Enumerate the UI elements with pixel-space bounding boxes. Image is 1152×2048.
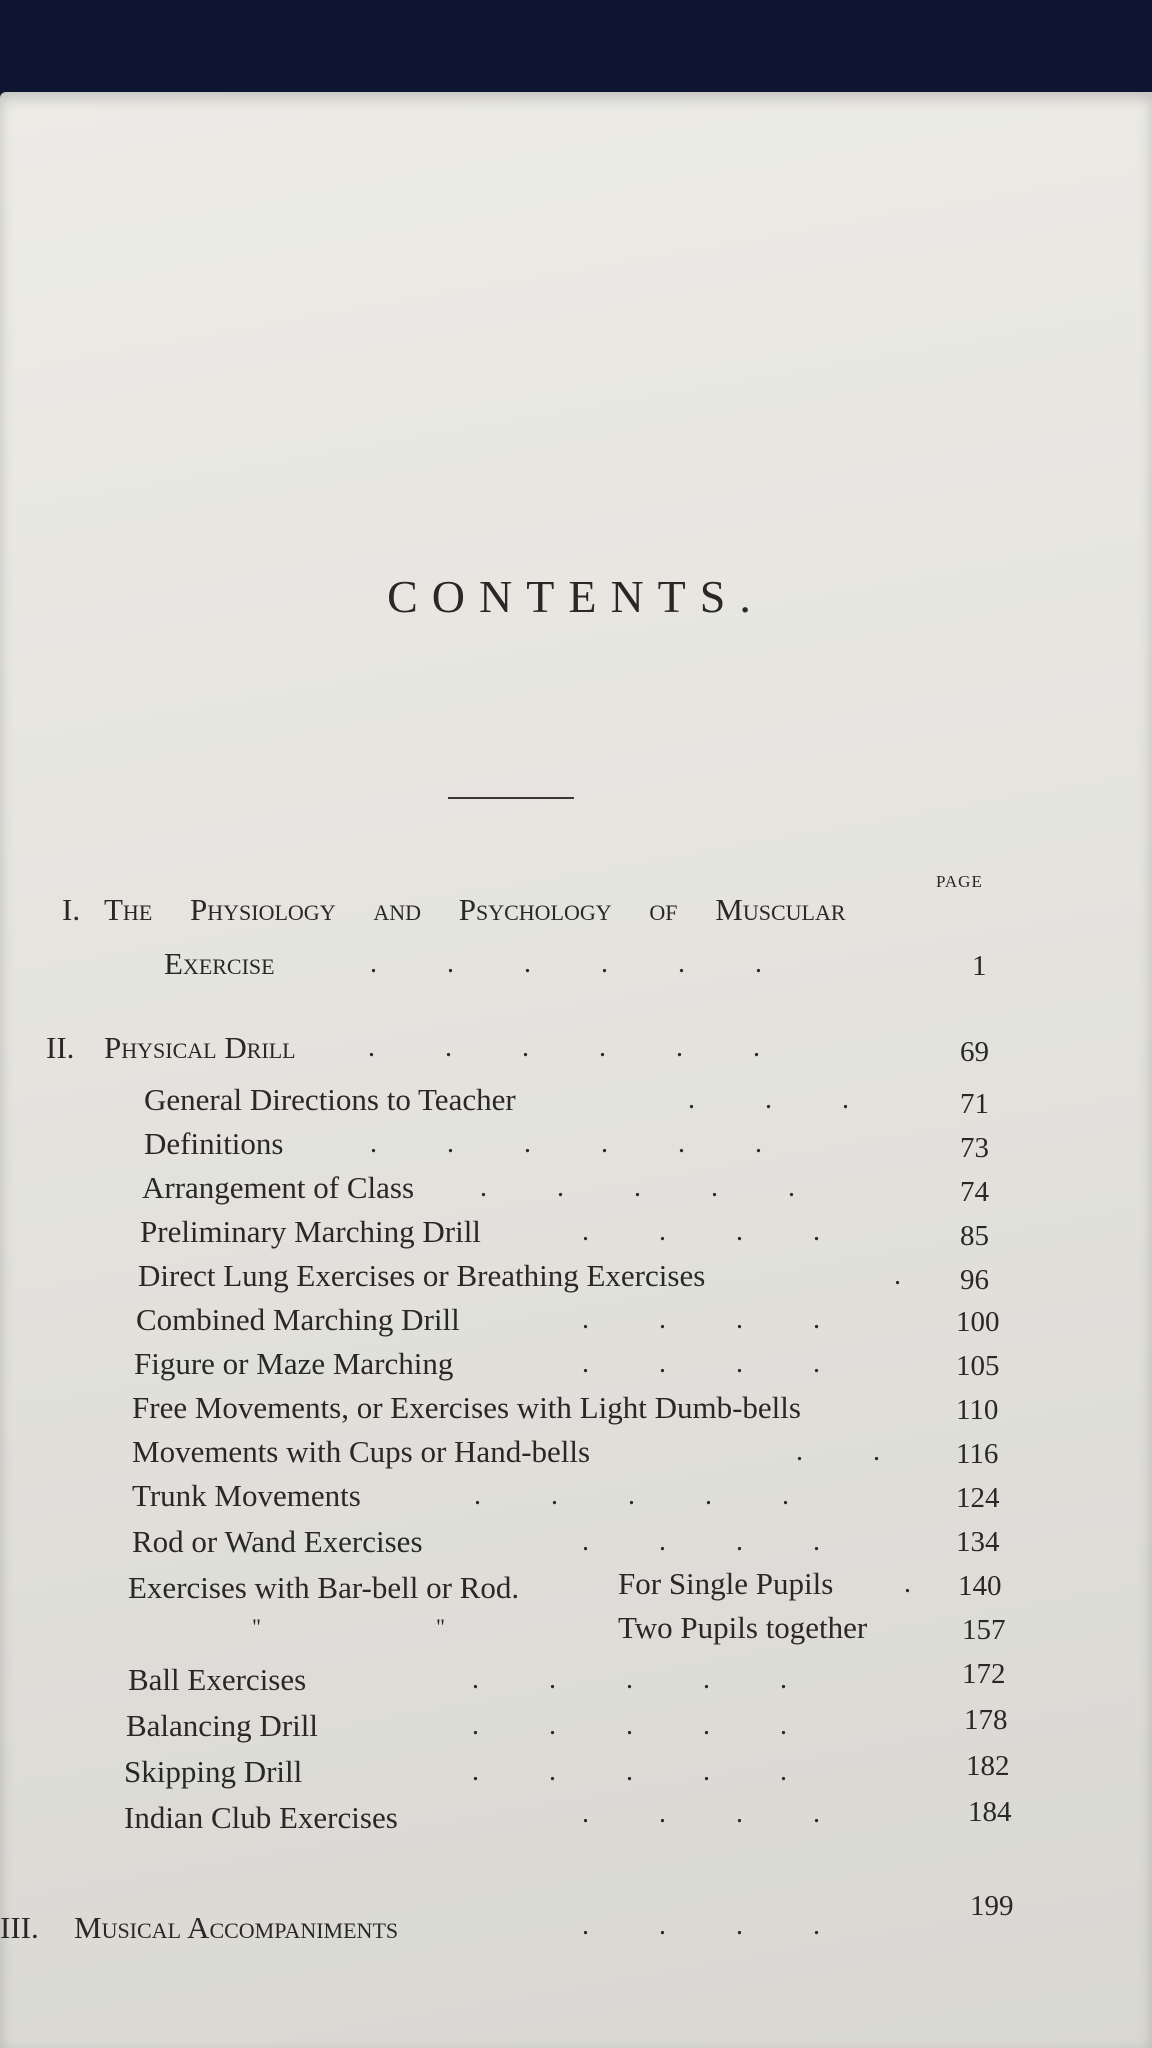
part-3-page: 199 — [970, 1890, 1014, 1922]
part-1-numeral: I. — [62, 892, 81, 927]
leader-dots: . — [894, 1260, 901, 1291]
section-title: Movements with Cups or Hand-bells — [132, 1434, 591, 1469]
leader-dots: . . . . . — [472, 1664, 787, 1695]
section-title: Balancing Drill — [126, 1708, 318, 1743]
section-subtitle: Two Pupils together — [618, 1610, 868, 1645]
section-page: 85 — [960, 1220, 989, 1252]
leader-dots: . . . . . — [472, 1710, 787, 1741]
section-title: Preliminary Marching Drill — [140, 1214, 481, 1249]
leader-dots: . . . . . . — [370, 1128, 762, 1159]
section-page: 105 — [956, 1350, 1000, 1382]
section-title: Ball Exercises — [128, 1662, 307, 1697]
leader-dots: . . . . — [582, 1526, 820, 1557]
section-title: Skipping Drill — [124, 1754, 303, 1789]
part-2-page: 69 — [960, 1036, 989, 1068]
leader-dots: . . . — [688, 1084, 849, 1115]
section-page: 157 — [962, 1614, 1006, 1646]
section-subtitle: For Single Pupils — [618, 1566, 834, 1601]
section-page: 184 — [968, 1796, 1012, 1828]
part-1-title-line1: The Physiology and Psychology of Muscular — [104, 892, 846, 927]
section-page: 172 — [962, 1658, 1006, 1690]
section-title: General Directions to Teacher — [144, 1082, 516, 1117]
ditto-mark: " — [436, 1614, 445, 1639]
section-page: 96 — [960, 1264, 989, 1296]
section-title: Direct Lung Exercises or Breathing Exercises — [138, 1258, 706, 1293]
section-page: 140 — [958, 1570, 1002, 1602]
section-title: Definitions — [144, 1126, 284, 1161]
leader-dots: . . . . . — [480, 1172, 795, 1203]
leader-dots: . . . . . — [472, 1756, 787, 1787]
section-title: Free Movements, or Exercises with Light Dumb-bells — [132, 1390, 801, 1425]
leader-dots: . . — [796, 1436, 880, 1467]
contents-heading: CONTENTS. — [387, 571, 765, 622]
section-page: 178 — [964, 1704, 1008, 1736]
leader-dots: . . . . . . — [368, 1032, 760, 1063]
section-page: 116 — [956, 1438, 999, 1470]
part-1-title-line2: Exercise — [164, 946, 275, 981]
section-title: Combined Marching Drill — [136, 1302, 460, 1337]
section-title: Figure or Maze Marching — [134, 1346, 454, 1381]
section-page: 74 — [960, 1176, 989, 1208]
ditto-mark: " — [252, 1614, 261, 1639]
page-column-label: PAGE — [936, 872, 983, 891]
leader-dots: . . . . — [582, 1304, 820, 1335]
leader-dots: . . . . . — [474, 1480, 789, 1511]
part-3-numeral: III. — [0, 1910, 39, 1945]
part-2-numeral: II. — [46, 1030, 75, 1065]
leader-dots: . . . . — [582, 1348, 820, 1379]
section-page: 110 — [956, 1394, 999, 1426]
section-page: 100 — [956, 1306, 1000, 1338]
section-page: 182 — [966, 1750, 1010, 1782]
part-2-title: Physical Drill — [104, 1030, 296, 1065]
leader-dots: . . . . — [582, 1216, 820, 1247]
section-title: Indian Club Exercises — [124, 1800, 398, 1835]
section-page: 134 — [956, 1526, 1000, 1558]
leader-dots: . . . . — [582, 1910, 820, 1941]
section-title: Arrangement of Class — [142, 1170, 415, 1205]
heading-rule — [448, 797, 574, 799]
part-1-page: 1 — [972, 950, 987, 982]
section-title: Rod or Wand Exercises — [132, 1524, 423, 1559]
leader-dots: . . . . — [582, 1798, 820, 1829]
section-page: 71 — [960, 1088, 989, 1120]
book-page — [0, 92, 1152, 2048]
section-title: Trunk Movements — [132, 1478, 361, 1513]
part-3-title: Musical Accompaniments — [74, 1910, 399, 1945]
section-page: 124 — [956, 1482, 1000, 1514]
section-title: Exercises with Bar-bell or Rod. — [128, 1570, 520, 1605]
leader-dots: . . . . . . — [370, 948, 762, 979]
leader-dots: . — [904, 1568, 911, 1599]
section-page: 73 — [960, 1132, 989, 1164]
